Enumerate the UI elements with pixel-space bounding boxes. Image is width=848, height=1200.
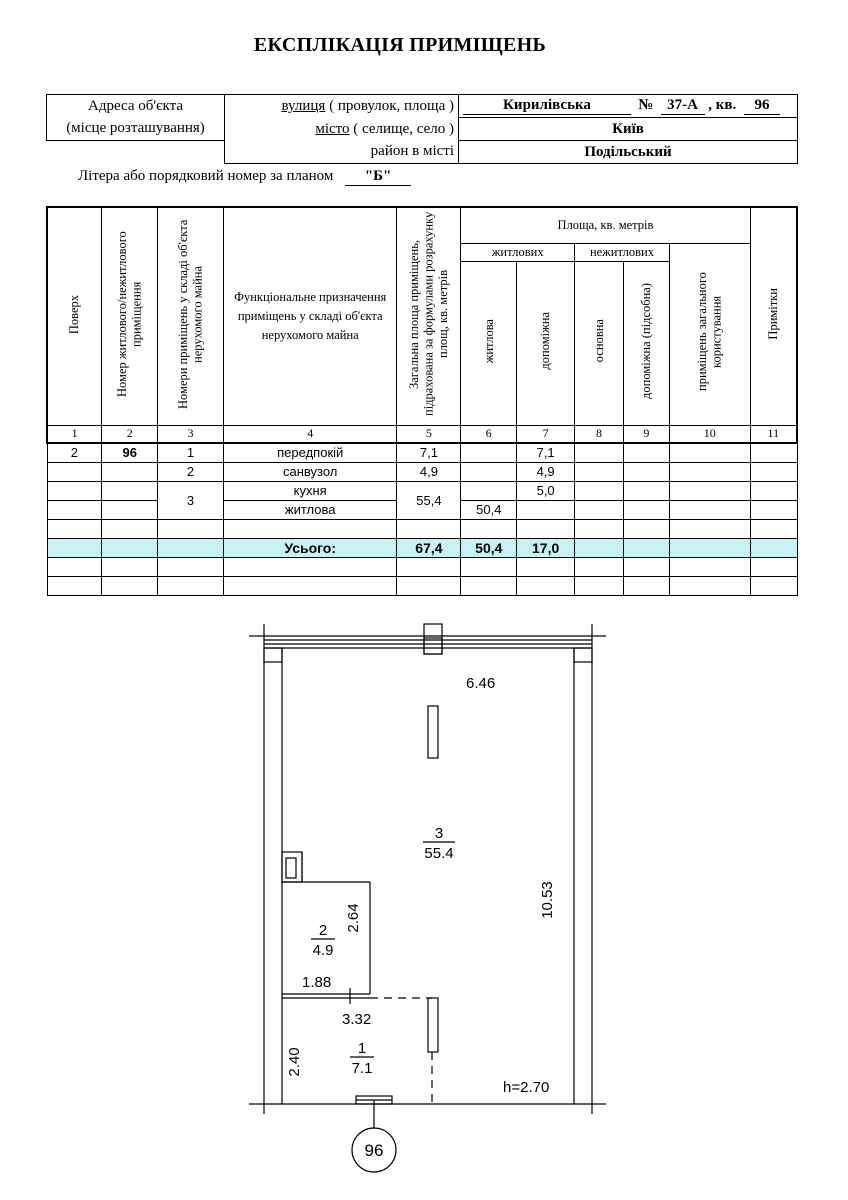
header-main: основна	[575, 261, 624, 425]
table-row: 2 санвузол 4,9 4,9	[47, 462, 797, 481]
header-notes: Примітки	[750, 207, 797, 425]
floor-plan	[0, 620, 848, 1200]
room-3-number: 3	[434, 825, 444, 842]
header-area-group: Площа, кв. метрів	[461, 207, 750, 243]
room-1-number: 1	[357, 1040, 367, 1057]
room-2-area: 4.9	[312, 942, 334, 959]
table-row: 2 96 1 передпокій 7,1 7,1	[47, 443, 797, 462]
header-room-numbers: Номери приміщень у складі об'єкта нерухомого майна	[158, 207, 224, 425]
page-title: ЕКСПЛІКАЦІЯ ПРИМІЩЕНЬ	[253, 34, 547, 56]
header-aux-utility: допоміжна (підсобна)	[623, 261, 669, 425]
dimension-2-64: 2.64	[345, 903, 362, 933]
header-non-residential: нежитлових	[575, 243, 670, 261]
header-residential: житлових	[461, 243, 575, 261]
plan-letter-label: Літера або порядковий номер за планом	[78, 168, 334, 184]
header-floor: Поверх	[47, 207, 102, 425]
ceiling-height: h=2.70	[503, 1079, 550, 1096]
apartment-label: , кв.	[708, 97, 737, 113]
street-label: вулиця ( провулок, площа )	[225, 95, 459, 118]
table-row	[47, 576, 797, 595]
header-dwelling-number: Номер житлового/нежитлового приміщення	[102, 207, 158, 425]
dimension-2-40: 2.40	[286, 1047, 303, 1077]
header-total-area: Загальна площа приміщень, підрахована за формулами розрахунку площ, кв. метрів	[397, 207, 461, 425]
room-2-number: 2	[318, 922, 328, 939]
table-row	[47, 557, 797, 576]
table-row	[47, 519, 797, 538]
header-auxiliary: допоміжна	[517, 261, 575, 425]
apartment-number: 96	[744, 97, 780, 115]
total-row: Усього: 67,4 50,4 17,0	[47, 538, 797, 557]
house-number: 37-А	[661, 97, 705, 115]
table-row: житлова 50,4	[47, 500, 797, 519]
address-table	[46, 94, 798, 164]
location-label: (місце розташування)	[47, 118, 225, 141]
table-row: 3 кухня 55,4 5,0	[47, 481, 797, 500]
dimension-1-88: 1.88	[302, 974, 332, 991]
header-purpose: Функціональне призначення приміщень у складі об'єкта нерухомого майна	[223, 207, 397, 425]
room-1-area: 7.1	[351, 1060, 373, 1077]
city-value: Київ	[459, 118, 798, 141]
plan-letter-line	[78, 168, 411, 186]
dimension-3-32: 3.32	[342, 1011, 372, 1028]
dimension-right: 10.53	[539, 881, 556, 919]
street-value-cell	[459, 95, 798, 118]
district-label: район в місті	[225, 141, 459, 164]
header-living: житлова	[461, 261, 517, 425]
address-label: Адреса об'єкта	[47, 95, 225, 118]
plan-letter-value: "Б"	[345, 168, 411, 186]
street-value: Кирилівська	[463, 97, 631, 115]
explication-table	[46, 206, 798, 596]
city-label: місто ( селище, село )	[225, 118, 459, 141]
room-3-area: 55.4	[424, 845, 454, 862]
apartment-marker: 96	[364, 1141, 384, 1160]
header-common-use: приміщень загального користування	[669, 243, 750, 425]
column-numbers-row: 1 2 3 4 5 6 7 8 9 10 11	[47, 425, 797, 443]
district-value: Подільський	[459, 141, 798, 164]
dimension-top: 6.46	[466, 675, 496, 692]
number-label: №	[638, 97, 654, 113]
